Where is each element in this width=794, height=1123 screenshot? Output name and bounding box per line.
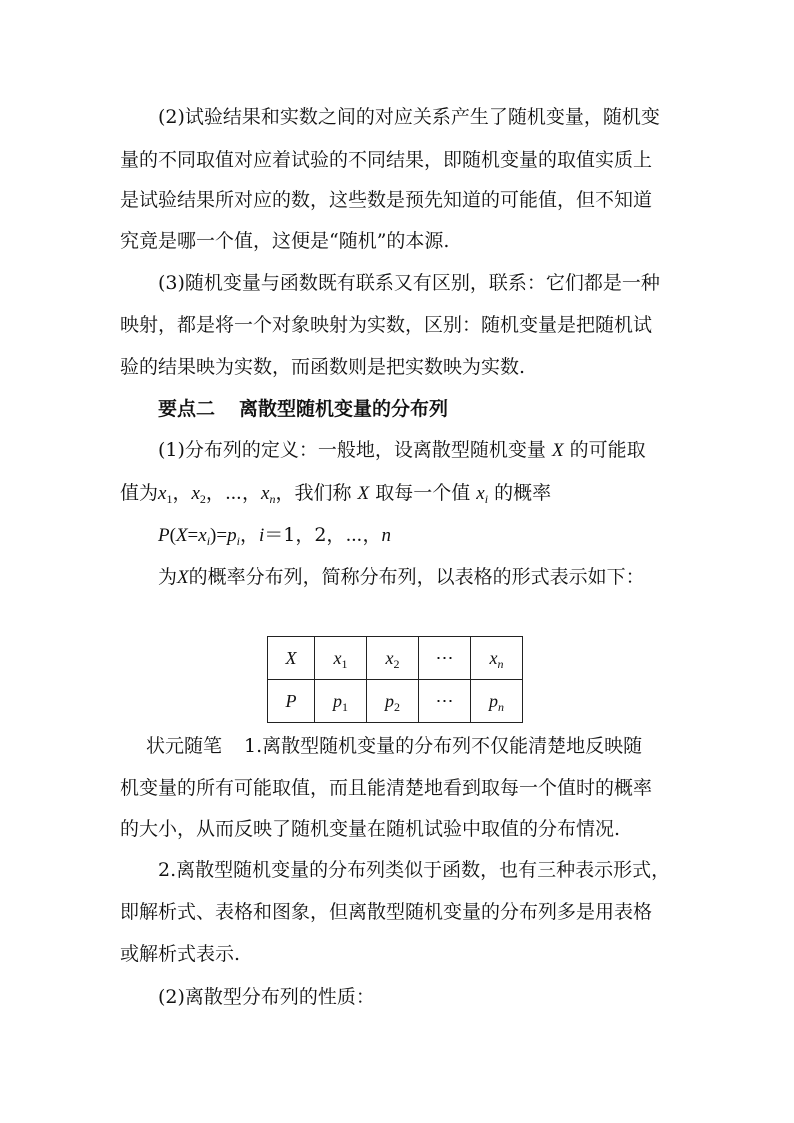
var-x: x [476,483,485,504]
subscript: i [206,534,211,548]
para2-line1: (3)随机变量与函数既有联系又有区别，联系：它们都是一种 [158,272,660,294]
table-cell: $x_2$ [367,637,419,680]
var-x: x [191,483,200,504]
table-cell: P [268,680,315,723]
table-cell: $x_1$ [315,637,367,680]
subscript: i [236,534,240,548]
para1-line1: (2)试验结果和实数之间的对应关系产生了随机变量，随机变 [158,106,660,128]
para1-line3: 是试验结果所对应的数，这些数是预先知道的可能值，但不知道 [120,189,653,211]
table-cell: $x_n$ [471,637,523,680]
probability-formula [158,522,391,549]
def-text: 取每一个值 [375,482,471,504]
formula-paren: ) [210,525,217,546]
var-X: X [551,440,564,461]
note-line1 [146,733,642,759]
note2-line2: 即解析式、表格和图象，但离散型随机变量的分布列多是用表格 [120,901,653,923]
para1-line2: 量的不同取值对应着试验的不同结果，即随机变量的取值实质上 [120,149,653,171]
def-text: ，我们称 [275,482,352,504]
table-cell: $p_n$ [471,680,523,723]
def-text: (1)分布列的定义：一般地，设离散型随机变量 [158,439,546,461]
def-text: 为 [158,566,178,588]
heading-title: 离散型随机变量的分布列 [239,398,449,420]
property-heading: (2)离散型分布列的性质： [158,986,375,1008]
var-x: x [198,525,207,546]
separator: ， [242,482,262,504]
subscript: 1 [166,492,173,506]
var-x: x [261,483,270,504]
formula-P: P [158,525,170,546]
table-row [268,680,523,723]
table-cell: ⋯ [419,680,471,723]
note-label: 状元随笔 [146,735,223,757]
formula-p: p [227,525,237,546]
ellipsis: ⋯ [224,482,243,504]
formula-paren: ( [169,525,176,546]
distribution-table [267,636,523,723]
formula-eq: = [216,525,228,546]
def-text: 的可能取 [569,439,646,461]
note-line2: 机变量的所有可能取值，而且能清楚地看到取每一个值时的概率 [120,777,653,799]
definition-line2 [120,480,551,507]
subscript: i [484,492,489,506]
formula-n: n [381,525,392,546]
subscript: 2 [199,492,206,506]
table-cell: $p_2$ [367,680,419,723]
var-X: X [357,483,370,504]
separator: ， [239,524,259,546]
def-text: 的概率分布列，简称分布列，以表格的形式表示如下： [188,566,645,588]
formula-i: i [258,525,265,546]
note2-line1: 2.离散型随机变量的分布列类似于函数，也有三种表示形式， [158,859,671,881]
table-cell: ⋯ [419,637,471,680]
formula-range: ＝1，2，⋯， [264,524,382,546]
var-X: X [177,567,189,588]
formula-eq: = [187,525,199,546]
table-row [268,637,523,680]
para2-line2: 映射，都是将一个对象映射为实数，区别：随机变量是把随机试 [120,314,653,336]
para2-line3: 验的结果映为实数，而函数则是把实数映为实数. [120,356,526,378]
def-text: 的概率 [494,482,552,504]
table-cell: X [268,637,315,680]
note2-line3: 或解析式表示. [120,943,241,965]
definition-line1 [158,437,646,464]
heading-label: 要点二 [158,398,216,420]
var-x: x [158,483,167,504]
separator: ， [172,482,192,504]
para1-line4: 究竟是哪一个值，这便是“随机”的本源. [120,230,450,252]
note-line3: 的大小，从而反映了随机变量在随机试验中取值的分布情况. [120,818,621,840]
section-heading [158,396,448,422]
separator: ， [205,482,225,504]
note-text: 1.离散型随机变量的分布列不仅能清楚地反映随 [244,735,643,757]
definition-line4 [158,564,645,591]
var-X: X [175,525,188,546]
table-cell: $p_1$ [315,680,367,723]
subscript: n [269,492,276,506]
def-text: 值为 [120,482,159,504]
